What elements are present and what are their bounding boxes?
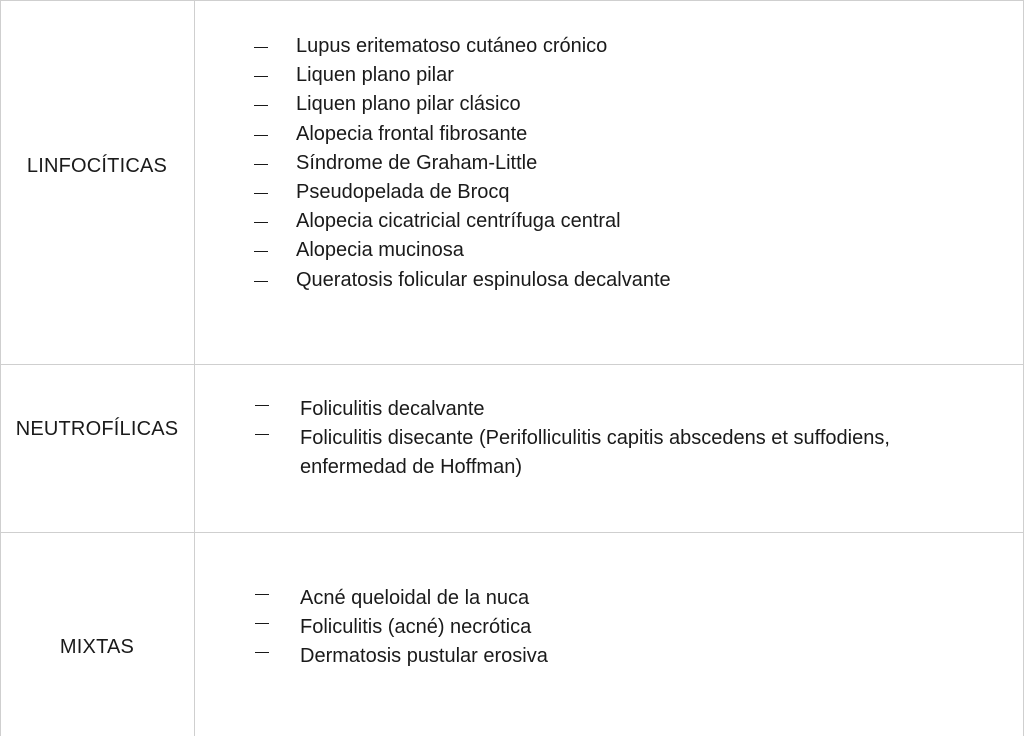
list-item: Foliculitis decalvante	[300, 395, 990, 424]
dash-marker	[255, 594, 269, 595]
category-mixtas: MIXTAS	[59, 636, 135, 658]
table-border-top	[0, 0, 1024, 1]
row-divider-1	[0, 364, 1024, 365]
list-item: Pseudopelada de Brocq	[296, 178, 996, 207]
list-linfociticas	[296, 32, 996, 295]
list-item: Liquen plano pilar	[296, 61, 996, 90]
dash-marker	[254, 105, 268, 106]
column-divider	[194, 0, 195, 736]
category-linfociticas: LINFOCÍTICAS	[26, 155, 168, 177]
list-item: Liquen plano pilar clásico	[296, 90, 996, 119]
dash-marker	[255, 623, 269, 624]
list-item: Alopecia cicatricial centrífuga central	[296, 207, 996, 236]
table-border-left	[0, 0, 1, 736]
list-item: Alopecia mucinosa	[296, 236, 996, 265]
list-item: Lupus eritematoso cutáneo crónico	[296, 32, 996, 61]
dash-marker	[254, 47, 268, 48]
list-item: Foliculitis (acné) necrótica	[300, 613, 990, 642]
list-mixtas	[300, 584, 990, 671]
dash-marker	[254, 76, 268, 77]
dash-marker	[254, 135, 268, 136]
list-item: Dermatosis pustular erosiva	[300, 642, 990, 671]
list-neutrofilicas	[300, 395, 990, 482]
list-item: Alopecia frontal fibrosante	[296, 120, 996, 149]
dash-marker	[254, 164, 268, 165]
dash-marker	[255, 652, 269, 653]
dash-marker	[254, 251, 268, 252]
list-item: Queratosis folicular espinulosa decalvante	[296, 266, 996, 295]
dash-marker	[255, 405, 269, 406]
list-item: Síndrome de Graham-Little	[296, 149, 996, 178]
dash-marker	[254, 222, 268, 223]
list-item: Foliculitis disecante (Perifolliculitis capitis abscedens et suffodiens, enfermedad de Hoffman)	[300, 424, 990, 482]
category-neutrofilicas: NEUTROFÍLICAS	[15, 418, 179, 440]
list-item: Acné queloidal de la nuca	[300, 584, 990, 613]
dash-marker	[255, 434, 269, 435]
dash-marker	[254, 281, 268, 282]
dash-marker	[254, 193, 268, 194]
row-divider-2	[0, 532, 1024, 533]
